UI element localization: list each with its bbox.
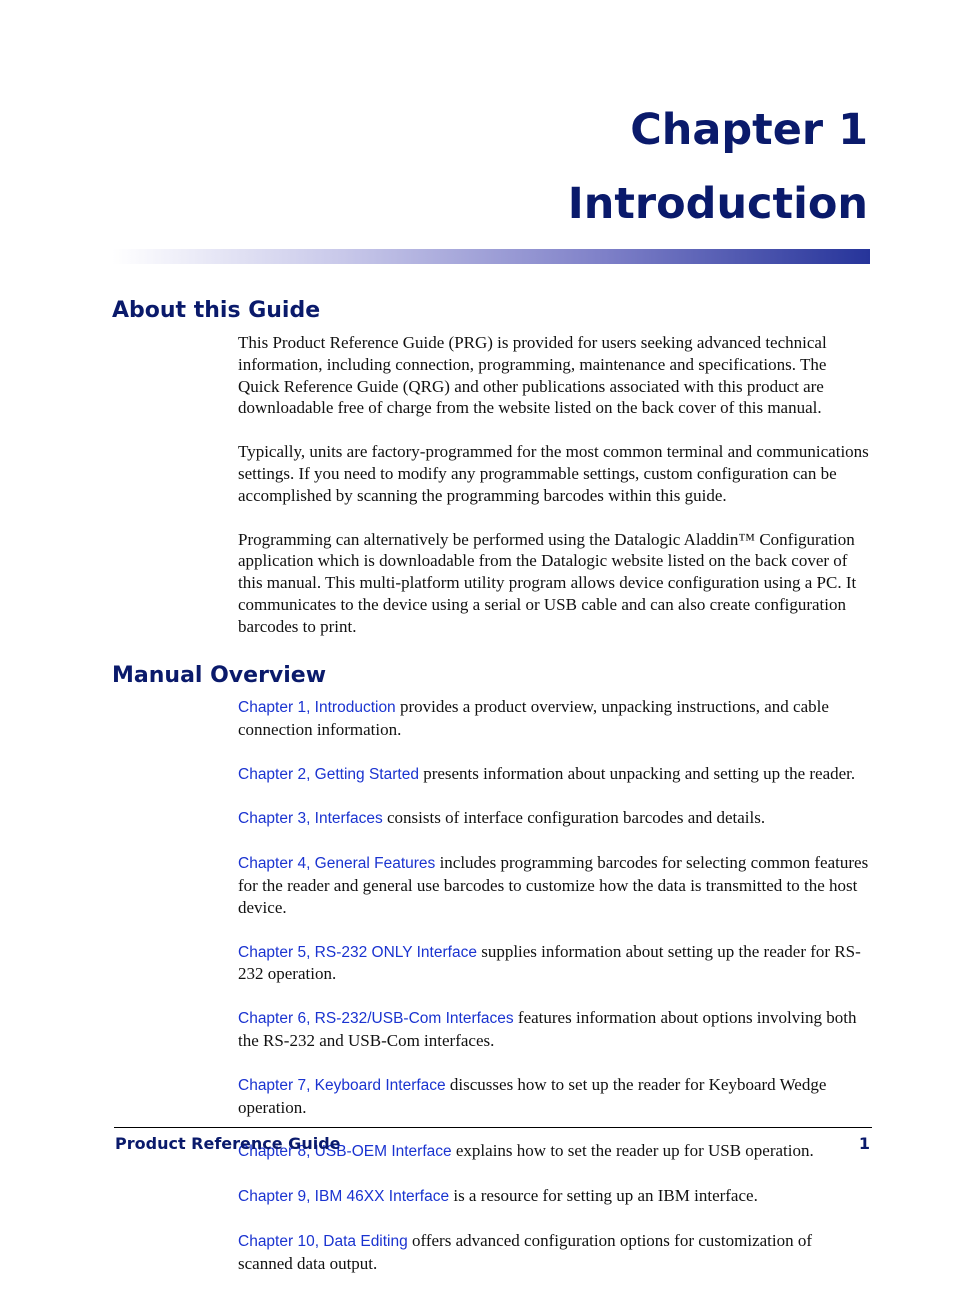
overview-item-chapter-7 xyxy=(238,1074,870,1119)
about-paragraph-3: Programming can alternatively be performed using the Datalogic Aladdin™ Configuration application which is downloadable from the Datalogic website listed on the back cover of this manual. This multi-platform utility program allows device configuration using a PC. It communicates to the device using a serial or USB cable and can also create configuration barcodes to print. xyxy=(238,529,857,636)
chapter-divider-bar xyxy=(112,249,870,264)
about-paragraph-1: This Product Reference Guide (PRG) is provided for users seeking advanced technical information, including connection, programming, maintenance and specifications. The Quick Reference Guide (QRG) and other publications associated with this product are downloadable free of charge from the website listed on the back cover of this manual. xyxy=(238,333,827,418)
overview-item-text: supplies information about setting up the reader for RS-232 operation. xyxy=(238,941,861,984)
manual-overview-list xyxy=(238,696,870,1297)
chapter-2-link[interactable]: Chapter 2, Getting Started xyxy=(238,765,419,783)
overview-item-text: presents information about unpacking and setting up the reader. xyxy=(418,763,856,783)
chapter-9-link[interactable]: Chapter 9, IBM 46XX Interface xyxy=(238,1188,450,1206)
chapter-4-link[interactable]: Chapter 4, General Features xyxy=(238,855,436,873)
overview-item-text: discusses how to set up the reader for Keyboard Wedge operation. xyxy=(238,1074,827,1117)
overview-item-chapter-4 xyxy=(238,852,870,918)
overview-item-chapter-3 xyxy=(238,807,870,830)
overview-item-text: features information about options involving both the RS-232 and USB-Com interfaces. xyxy=(238,1008,857,1050)
manual-overview-heading: Manual Overview xyxy=(112,663,327,688)
chapter-1-link[interactable]: Chapter 1, Introduction xyxy=(238,699,396,716)
overview-item-chapter-2 xyxy=(238,763,870,786)
overview-item-chapter-10 xyxy=(238,1230,870,1275)
chapter-10-link[interactable]: Chapter 10, Data Editing xyxy=(238,1232,408,1250)
chapter-number: Chapter 1 xyxy=(630,105,868,155)
about-paragraph-2: Typically, units are factory-programmed for the most common terminal and communications settings. If you need to modify any programmable settings, custom configuration can be accomplished by scanning the programming barcodes within this guide. xyxy=(238,442,869,505)
about-guide-heading: About this Guide xyxy=(112,298,321,323)
overview-item-chapter-5 xyxy=(238,941,870,986)
chapter-8-link[interactable]: Chapter 8, USB-OEM Interface xyxy=(238,1143,452,1161)
chapter-title: Introduction xyxy=(567,179,868,229)
overview-item-text: includes programming barcodes for selecting common features for the reader and general use barcodes to customize how the data is transmitted to the host device. xyxy=(238,853,869,917)
chapter-7-link[interactable]: Chapter 7, Keyboard Interface xyxy=(238,1076,446,1094)
chapter-3-link[interactable]: Chapter 3, Interfaces xyxy=(238,810,383,828)
overview-item-text: consists of interface configuration barcodes and details. xyxy=(382,808,766,828)
overview-item-text: is a resource for setting up an IBM interface. xyxy=(449,1186,758,1206)
footer-title: Product Reference Guide xyxy=(115,1134,341,1153)
chapter-6-link[interactable]: Chapter 6, RS-232/USB-Com Interfaces xyxy=(238,1010,514,1028)
overview-item-text: provides a product overview, unpacking instructions, and cable connection information. xyxy=(238,697,829,739)
overview-item-chapter-6 xyxy=(238,1007,870,1052)
overview-item-chapter-9 xyxy=(238,1185,870,1208)
about-guide-body xyxy=(238,332,870,660)
page-number: 1 xyxy=(858,1134,870,1153)
chapter-heading xyxy=(568,98,868,236)
overview-item-text: explains how to set the reader up for USB operation. xyxy=(451,1141,814,1161)
overview-item-chapter-1 xyxy=(238,696,870,741)
footer-rule xyxy=(114,1127,872,1128)
overview-item-text: offers advanced configuration options for customization of scanned data output. xyxy=(238,1230,813,1273)
chapter-5-link[interactable]: Chapter 5, RS-232 ONLY Interface xyxy=(238,943,477,961)
